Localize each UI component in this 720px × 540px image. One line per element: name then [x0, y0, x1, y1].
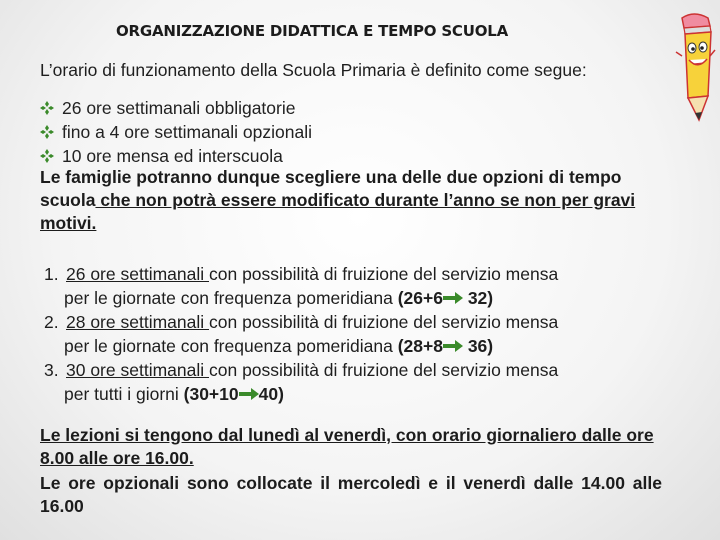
option-item: [44, 262, 684, 310]
option-item: [44, 310, 684, 358]
arrow-right-icon: [443, 291, 463, 305]
page-title: ORGANIZZAZIONE DIDATTICA E TEMPO SCUOLA: [115, 22, 509, 40]
option-formula-close: 40): [258, 384, 284, 404]
diamond-bullet-icon: [40, 149, 54, 163]
intro-text: L’orario di funzionamento della Scuola Primaria è definito come segue:: [40, 60, 587, 80]
option-number: 3.: [44, 360, 59, 380]
pencil-mascot-icon: [674, 12, 716, 124]
bullet-text: fino a 4 ore settimanali opzionali: [62, 122, 313, 142]
option-formula-close: 36): [462, 336, 494, 356]
choice-paragraph-part2: che non potrà essere modificato durante l’anno se non per gravi motivi.: [40, 190, 636, 233]
choice-paragraph-part1: Le famiglie potranno dunque scegliere una delle due opzioni di tempo scuola: [40, 167, 622, 210]
option-cont-text: per le giornate con frequenza pomeridiana: [64, 288, 398, 308]
option-cont-text: per le giornate con frequenza pomeridiana: [64, 336, 398, 356]
option-formula-open: (28+8: [397, 336, 443, 356]
bullet-text: 26 ore settimanali obbligatorie: [62, 98, 296, 118]
bullet-text: 10 ore mensa ed interscuola: [62, 146, 283, 166]
optional-hours-text: Le ore opzionali sono collocate il mercoledì e il venerdì dalle 14.00 alle 16.00: [40, 473, 662, 516]
option-text: con possibilità di fruizione del servizio mensa: [209, 264, 559, 284]
arrow-right-icon: [443, 339, 463, 353]
option-continuation: [44, 382, 684, 406]
option-cont-text: per tutti i giorni: [64, 384, 184, 404]
arrow-right-icon: [239, 387, 259, 401]
bullet-list: [40, 96, 680, 168]
option-formula-close: 32): [462, 288, 494, 308]
option-continuation: [44, 334, 684, 358]
option-item: [44, 358, 684, 406]
lessons-schedule-text: Le lezioni si tengono dal lunedì al venerdì, con orario giornaliero dalle ore 8.00 alle ore 16.00.: [40, 425, 654, 468]
option-number: 1.: [44, 264, 59, 284]
options-list: [44, 262, 684, 406]
option-continuation: [44, 286, 684, 310]
diamond-bullet-icon: [40, 101, 54, 115]
bullet-item: [40, 144, 680, 168]
bullet-item: [40, 120, 680, 144]
option-text: con possibilità di fruizione del servizio mensa: [209, 312, 559, 332]
option-hours: 28 ore settimanali: [66, 312, 209, 332]
option-hours: 30 ore settimanali: [66, 360, 209, 380]
diamond-bullet-icon: [40, 125, 54, 139]
option-text: con possibilità di fruizione del servizio mensa: [209, 360, 559, 380]
option-hours: 26 ore settimanali: [66, 264, 209, 284]
choice-paragraph: [40, 166, 680, 235]
option-formula-open: (30+10: [183, 384, 239, 404]
bullet-item: [40, 96, 680, 120]
option-formula-open: (26+6: [397, 288, 443, 308]
option-number: 2.: [44, 312, 59, 332]
